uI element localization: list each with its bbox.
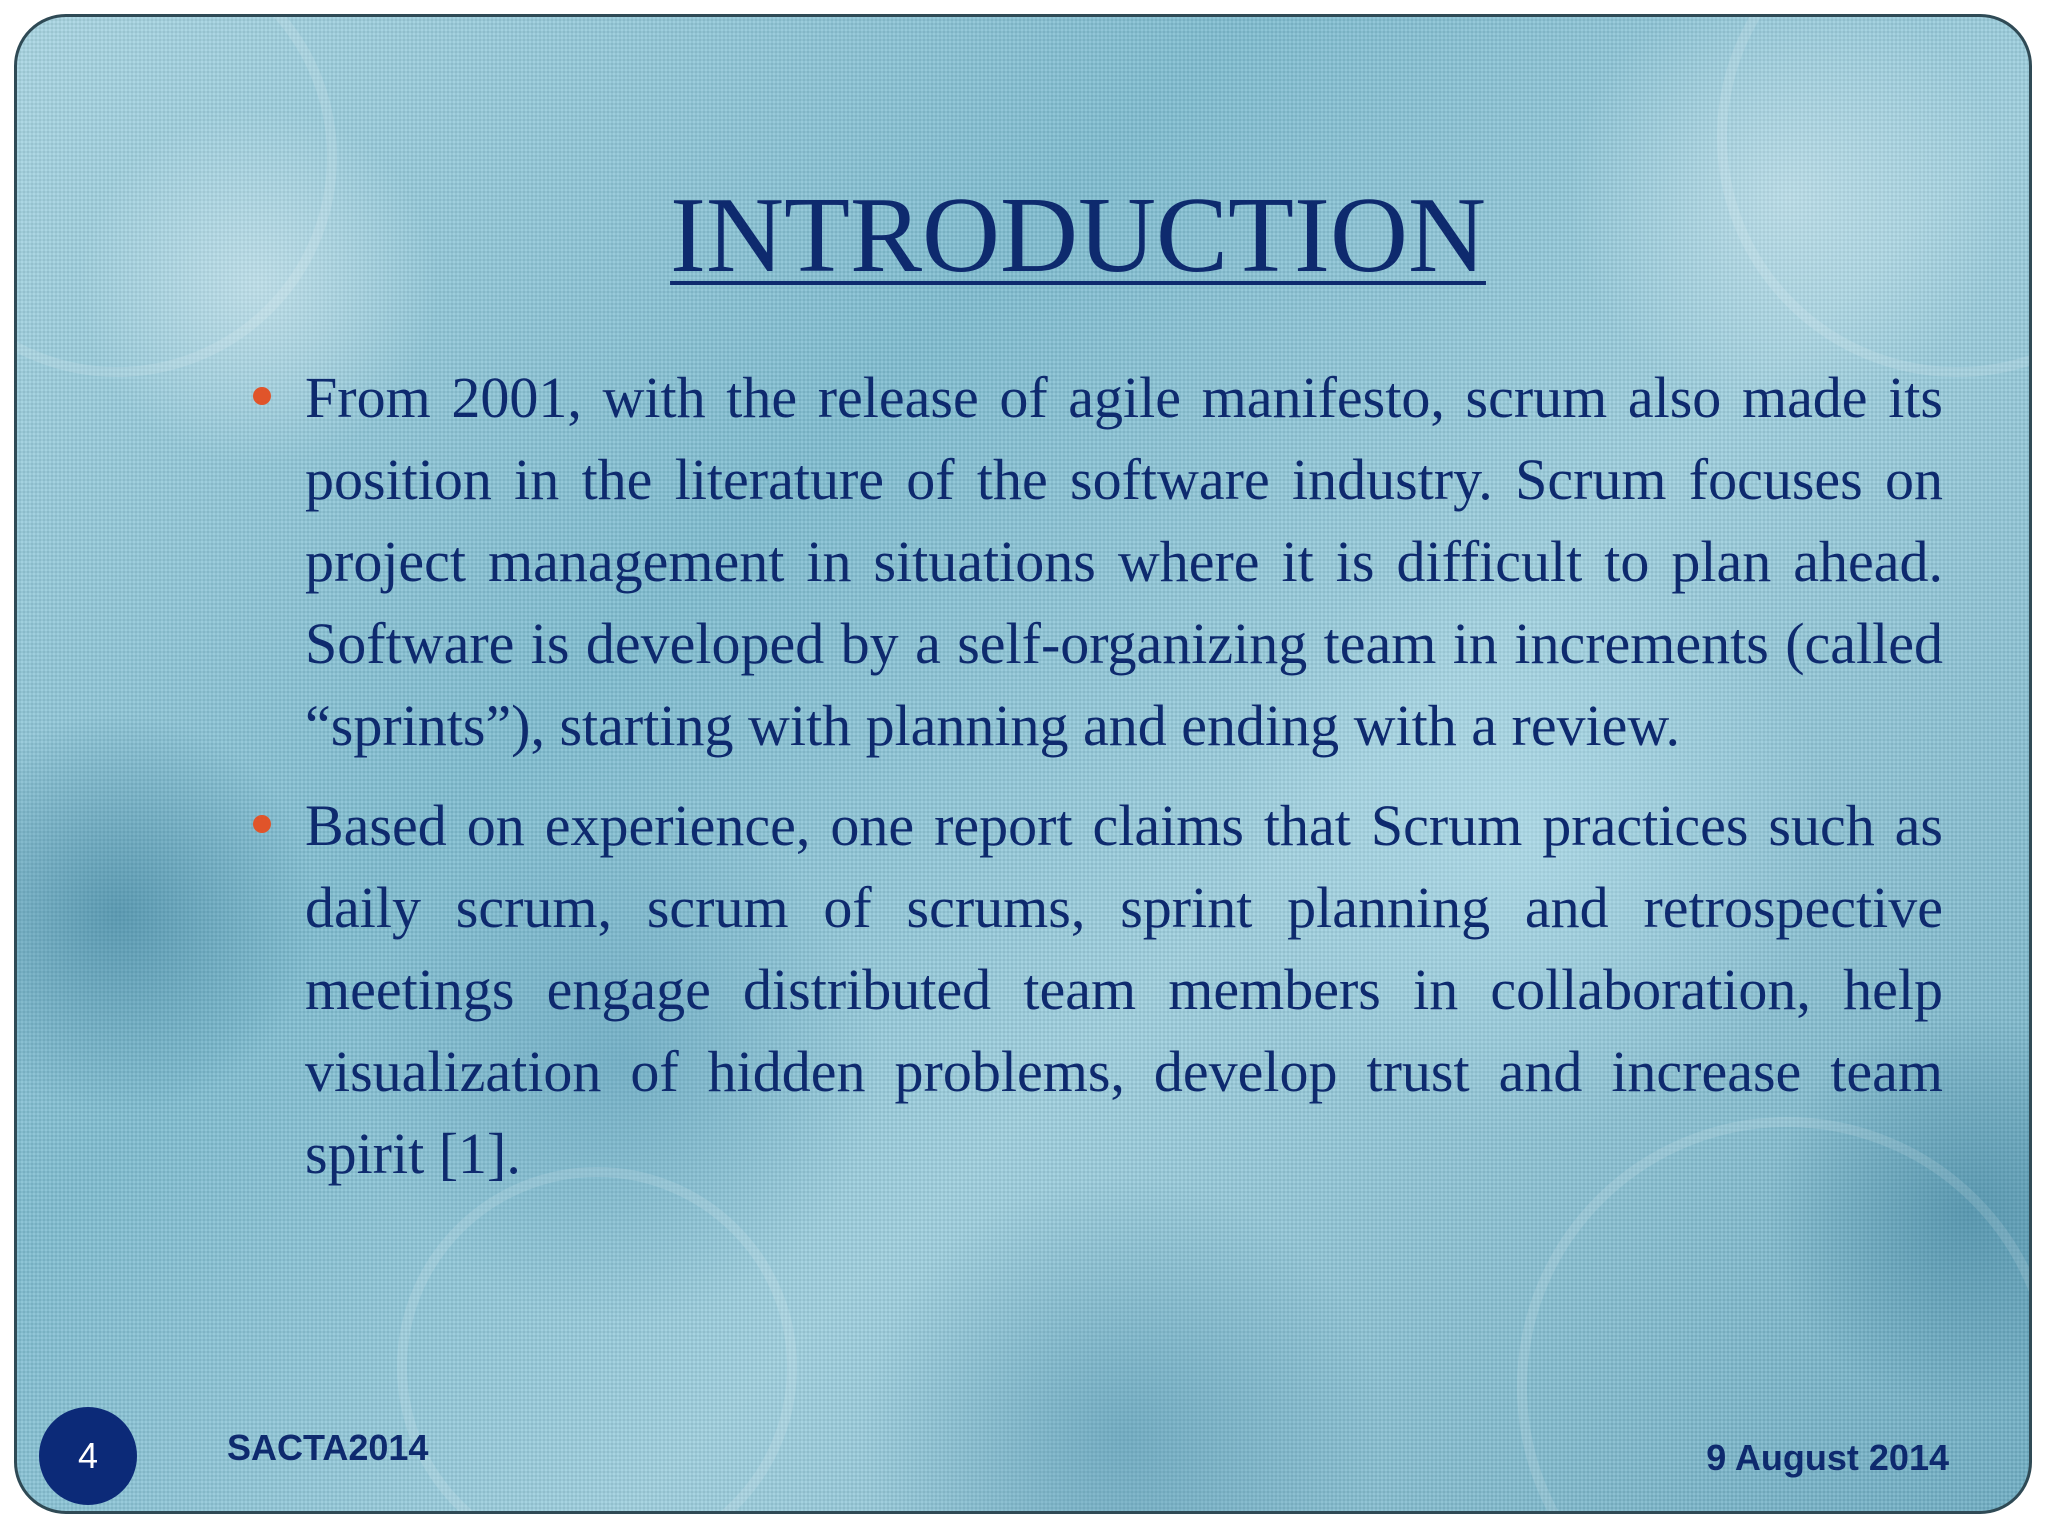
- slide-title: [17, 176, 2029, 295]
- page-number-badge: [39, 1407, 137, 1505]
- footer-conference: SACTA2014: [227, 1427, 429, 1468]
- bullet-list: [237, 357, 1943, 1213]
- bullet-text: Based on experience, one report claims that Scrum practices such as daily scrum, scrum of scrums, sprint planning and retrospective meetings engage distributed team members in collaboration, help visualization of hidden problems, develop trust and increase team spirit [1].: [305, 793, 1943, 1186]
- bullet-item: [237, 785, 1943, 1195]
- bullet-item: [237, 357, 1943, 767]
- slide: [14, 14, 2032, 1514]
- bullet-dot-icon: [253, 387, 271, 405]
- bullet-text: From 2001, with the release of agile manifesto, scrum also made its position in the literature of the software industry. Scrum focuses on project management in situations where it is difficult to plan ahead. Software is developed by a self-organizing team in increments (called “sprints”), starting with planning and ending with a review.: [305, 365, 1943, 758]
- slide-title-text: INTRODUCTION: [670, 176, 1486, 295]
- footer-date: 9 August 2014: [1706, 1437, 1949, 1478]
- page-number: 4: [77, 1435, 99, 1476]
- bullet-dot-icon: [253, 815, 271, 833]
- background-ornament: [397, 1167, 797, 1514]
